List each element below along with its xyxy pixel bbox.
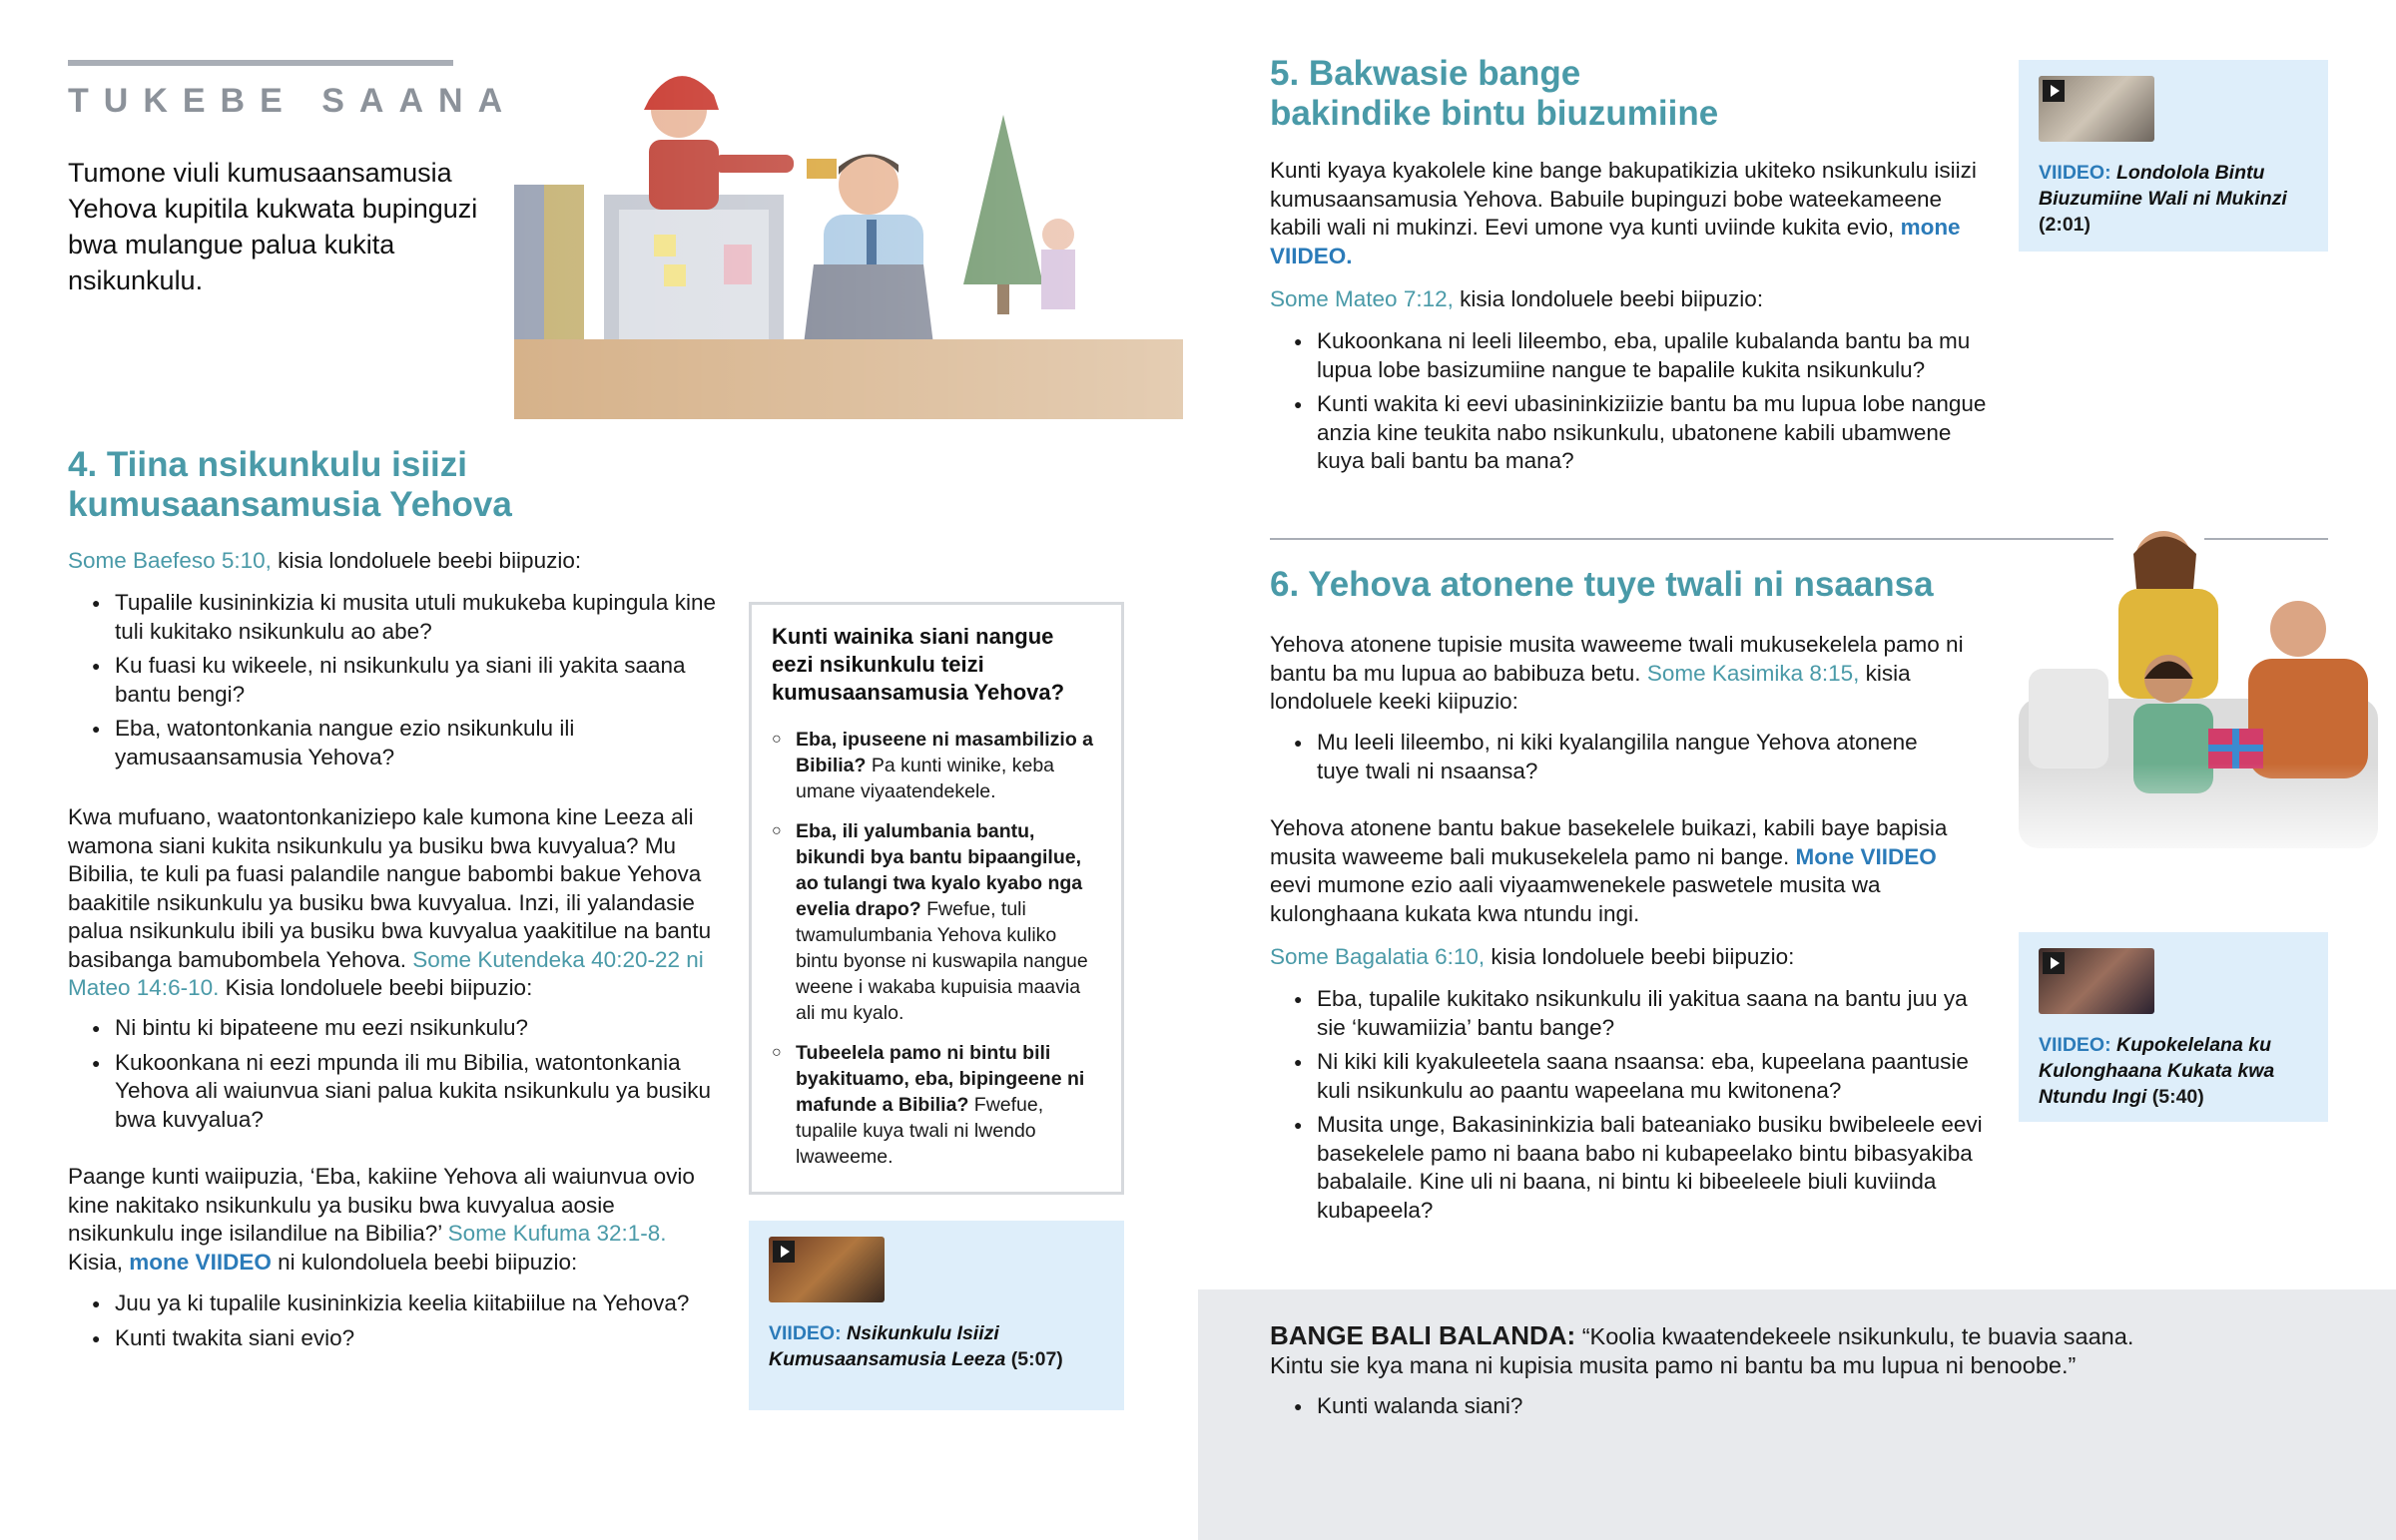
- section6-ref2-para: [1270, 943, 1969, 972]
- section6-ref2-after: kisia londoluele beebi biipuzio:: [1485, 944, 1795, 969]
- video-duration: (2:01): [2039, 214, 2092, 236]
- section6-ref1-after: kisia londoluele keeki kiipuzio:: [1270, 660, 1911, 714]
- sidebox-item-bold: Eba, ipuseene ni masambilizio a Bibilia?: [796, 729, 1094, 776]
- list-item: ● Ni kiki kili kyakuleetela saana nsaansa: eba, kupeelana paantusie kuli nsikunkulu ao paantu wapeelana mu kwitonena?: [1270, 1048, 1989, 1105]
- section6-title: 6. Yehova atonene tuye twali ni nsaansa: [1270, 565, 1934, 604]
- sidebox-heading: Kunti wainika siani nangue eezi nsikunkulu teizi kumusaansamusia Yehova?: [772, 624, 1065, 705]
- video-link-section6[interactable]: Mone VIIDEO: [1795, 843, 1937, 869]
- section5-para1: [1270, 157, 1989, 270]
- video-title: Londolola Bintu Biuzumiine Wali ni Mukinzi: [2039, 162, 2287, 210]
- video-card-kupokelelana[interactable]: [2019, 932, 2328, 1122]
- section4-para2-kisia: Kisia,: [68, 1249, 124, 1275]
- section4-para2-after: ni kulondoluela beebi biipuzio:: [271, 1249, 578, 1275]
- video-thumbnail[interactable]: [769, 1237, 885, 1302]
- sidebox-list: [772, 727, 1101, 1170]
- section5-ref1-para: [1270, 285, 1989, 314]
- video-label: VIIDEO:: [2039, 162, 2111, 184]
- section4-bullets1: [68, 589, 717, 777]
- section-divider: [1270, 538, 2113, 540]
- video-caption: [2039, 1032, 2308, 1110]
- section5-ref1-after: kisia londoluele beebi biipuzio:: [1453, 286, 1764, 311]
- video-thumbnail[interactable]: [2039, 948, 2154, 1014]
- section6-para2-text: Yehova atonene bantu bakue basekelele buikazi, kabili baye bapisia musita waweeme bali mukusekelela pamo ni bange.: [1270, 815, 1948, 869]
- section6-bullets2: [1270, 985, 1989, 1231]
- list-item: ● Kukoonkana ni eezi mpunda ili mu Bibilia, watontonkania Yehova ali waiunvua siani palua kukita nsikunkulu ya busiku bwa kuvyalua?: [68, 1049, 717, 1135]
- section6-bullets1: [1270, 729, 1949, 791]
- family-gift-illustration: [2019, 519, 2396, 868]
- section6-para1: [1270, 631, 1969, 717]
- section5-title: [1270, 54, 1718, 134]
- section4-ref1-after: kisia londoluele beebi biipuzio:: [271, 548, 582, 573]
- list-item: ● Ku fuasi ku wikeele, ni nsikunkulu ya siani ili yakita saana bantu bengi?: [68, 652, 717, 709]
- bange-quote: [1270, 1321, 2168, 1380]
- section4-title-line1: 4. Tiina nsikunkulu isiizi: [68, 445, 468, 484]
- sidebox-item: [772, 818, 1101, 1026]
- video-link-section4[interactable]: mone VIIDEO: [129, 1249, 272, 1275]
- video-title: Nsikunkulu Isiizi Kumusaansamusia Leeza: [769, 1322, 1006, 1370]
- scripture-link-kasimika[interactable]: Some Kasimika 8:15,: [1646, 660, 1860, 686]
- play-icon[interactable]: [2043, 952, 2065, 974]
- section4-para2-text: Paange kunti waiipuzia, ‘Eba, kakiine Yehova ali waiunvua ovio kine nakitako nsikunkulu ya busiku bwa kuvyalua aosie nsikunkulu inge isilandilue na Bibilia?’: [68, 1164, 695, 1246]
- video-duration: (5:07): [1010, 1348, 1063, 1370]
- video-label: VIIDEO:: [2039, 1034, 2111, 1056]
- scripture-link-bagalatia[interactable]: Some Bagalatia 6:10,: [1270, 944, 1486, 969]
- video-link-section5[interactable]: mone VIIDEO.: [1270, 215, 1961, 268]
- question-sidebox: [749, 602, 1124, 1195]
- list-item: ● Eba, tupalile kukitako nsikunkulu ili yakitua saana na bantu juu ya sie ‘kuwamiizia’ bantu bange?: [1270, 985, 1989, 1042]
- video-title: Kupokelelana ku Kulonghaana Kukata kwa Ntundu Ingi: [2039, 1034, 2275, 1108]
- list-item: ● Kukoonkana ni leeli lileembo, eba, upalile kubalanda bantu ba mu lupua lobe basizumiine nangue te bapalile kukita nsikunkulu?: [1270, 327, 1999, 384]
- tukebe-intro: Tumone viuli kumusaansamusia Yehova kupitila kukwata bupinguzi bwa mulangue palua kukita nsikunkulu.: [68, 158, 478, 295]
- section4-para2: [68, 1163, 707, 1277]
- section4-title-line2: kumusaansamusia Yehova: [68, 485, 512, 524]
- sidebox-item-bold: Eba, ili yalumbania bantu, bikundi bya bantu bipaangilue, ao tulangi twa kyalo kyabo nga evelia drapo?: [796, 820, 1083, 920]
- list-item: ● Juu ya ki tupalile kusininkizia keelia kiitabiilue na Yehova?: [68, 1289, 717, 1318]
- video-thumbnail[interactable]: [2039, 76, 2154, 142]
- video-label: VIIDEO:: [769, 1322, 842, 1344]
- sidebox-item-rest: Pa kunti winike, keba umane viyaatendekele.: [796, 755, 1055, 802]
- bange-label: BANGE BALI BALANDA:: [1270, 1320, 1576, 1350]
- scripture-link-mateo[interactable]: Some Mateo 7:12,: [1270, 286, 1454, 311]
- list-item: ● Eba, watontonkania nangue ezio nsikunkulu ili yamusaansamusia Yehova?: [68, 715, 717, 771]
- sidebox-item: [772, 1040, 1101, 1170]
- play-icon[interactable]: [2043, 80, 2065, 102]
- section5-bullets: [1270, 327, 1999, 482]
- video-caption: [769, 1320, 1104, 1372]
- office-gift-illustration: [514, 55, 1183, 444]
- tukebe-heading: TUKEBE SAANA: [68, 82, 518, 120]
- bange-quote-text: “Koolia kwaatendekeele nsikunkulu, te buavia saana. Kintu sie kya mana ni kupisia musita pamo ni bantu ba mu lupua ni benoobe.”: [1270, 1323, 2134, 1378]
- list-item: ● Musita unge, Bakasininkizia bali bateaniako busiku bwibeleele eevi basekelele pamo ni baana babo ni kubapeelako bintu bibasyakiba babalaile. Kine uli ni baana, ni bintu ki bibeeleele biuli kuviinda kubapeela?: [1270, 1111, 1989, 1225]
- scripture-link-baefeso[interactable]: Some Baefeso 5:10,: [68, 548, 272, 573]
- section4-para1-text: Kwa mufuano, waatontonkaniziepo kale kumona kine Leeza ali wamona siani kukita nsikunkulu ya busiku bwa kuvyalua? Mu Bibilia, te kuli pa fuasi palandile nangue babombi bakue Yehova baakitile nsikunkulu ya busiku bwa kuvyalua. Inzi, ili yalandasie palua nsikunkulu ibili ya busiku bwa kuvyalua yaakitilue na bantu basibanga bamubombela Yehova.: [68, 804, 712, 972]
- section6-para2-after: eevi mumone ezio aali viyaamwenekele paswetele musita wa kulonghaana kukata kwa ntundu ingi.: [1270, 872, 1881, 926]
- section4-bullets3: [68, 1289, 717, 1358]
- scripture-link-kufuma[interactable]: Some Kufuma 32:1-8.: [447, 1221, 667, 1246]
- section5-title-line1: 5. Bakwasie bange: [1270, 54, 1581, 93]
- section4-ref1-para: [68, 547, 747, 576]
- sidebox-item-rest: Fwefue, tupalile kuya twali ni lwendo lwaweeme.: [796, 1094, 1044, 1168]
- bange-bullets: [1270, 1392, 1969, 1427]
- play-icon[interactable]: [773, 1241, 795, 1263]
- list-item: ● Ni bintu ki bipateene mu eezi nsikunkulu?: [68, 1014, 717, 1043]
- video-card-londolola[interactable]: [2019, 60, 2328, 252]
- video-duration: (5:40): [2151, 1086, 2204, 1108]
- video-caption: [2039, 160, 2308, 238]
- section4-para1: [68, 803, 717, 1003]
- section4-bullets2: [68, 1014, 717, 1140]
- video-card-nsikunkulu[interactable]: [749, 1221, 1124, 1410]
- section6-para2: [1270, 814, 1959, 928]
- sidebox-item-rest: Fwefue, tuli twamulumbania Yehova kuliko bintu byonse ni kuswapila nangue weene i wakaba kupuisia maavia ali mu kyalo.: [796, 898, 1088, 1024]
- tukebe-rule: [68, 60, 453, 66]
- section4-title: [68, 445, 512, 525]
- section5-title-line2: bakindike bintu biuzumiine: [1270, 94, 1719, 133]
- scripture-link-kutendeka[interactable]: Some Kutendeka 40:20-22 ni Mateo 14:6-10.: [68, 946, 704, 1000]
- list-item: ● Kunti walanda siani?: [1270, 1392, 1969, 1421]
- sidebox-item-bold: Tubeelela pamo ni bintu bili byakituamo, eba, bipingeene ni mafunde a Bibilia?: [796, 1042, 1085, 1116]
- section6-para1-text: Yehova atonene tupisie musita waweeme twali mukusekelela pamo ni bantu ba mu lupua ao babibuza betu.: [1270, 632, 1964, 686]
- section4-ref2-after: Kisia londoluele beebi biipuzio:: [219, 975, 533, 1000]
- list-item: ● Kunti twakita siani evio?: [68, 1324, 717, 1353]
- sidebox-item: [772, 727, 1101, 804]
- list-item: ● Mu leeli lileembo, ni kiki kyalangilila nangue Yehova atonene tuye twali ni nsaansa?: [1270, 729, 1949, 785]
- list-item: ● Kunti wakita ki eevi ubasininkiziizie bantu ba mu lupua lobe nangue anzia kine teukita nabo nsikunkulu, ubatonene kabili ubamwene kuya bali bantu ba mana?: [1270, 390, 1999, 476]
- list-item: ● Tupalile kusininkizia ki musita utuli mukukeba kupingula kine tuli kukitako nsikunkulu ao abe?: [68, 589, 717, 646]
- section5-para1-text: Kunti kyaya kyakolele kine bange bakupatikizia ukiteko nsikunkulu isiizi kumusaansamusia Yehova. Babuile bupinguzi bobe wateekameene kabili wali ni mukinzi. Eevi umone vya kunti uviinde kukita evio,: [1270, 158, 1977, 240]
